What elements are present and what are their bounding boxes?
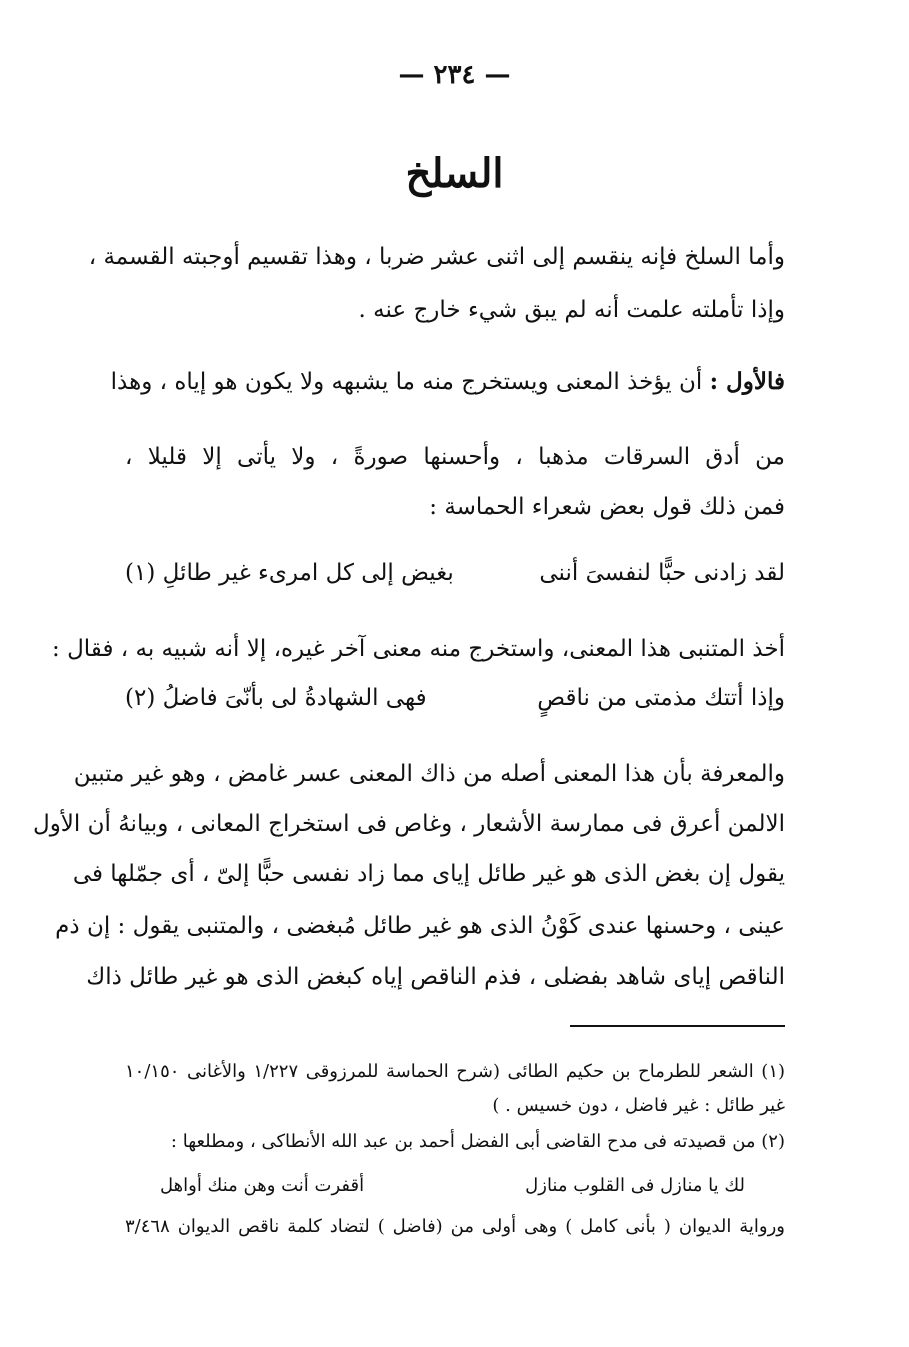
footnote-2-line-3: ورواية الديوان ( بأنى كامل ) وهى أولى من (فاضل ) لتضاد كلمة ناقص الديوان ٣/٤٦٨ (125, 1216, 785, 1237)
footnote-1-line-2: غير طائل : غير فاضل ، دون خسيس . ) (492, 1095, 785, 1116)
verse-mutanabbi (125, 685, 785, 725)
analysis-line-4: عينى ، وحسنها عندى كَوْنُ الذى هو غير طائل مُبغضى ، والمتنبى يقول : إن ذم (55, 913, 785, 939)
footnote-2-verse (160, 1175, 745, 1205)
first-type-line-1 (110, 365, 785, 399)
first-type-text: أن يؤخذ المعنى ويستخرج منه ما يشبهه ولا يكون هو إياه ، وهذا (110, 369, 703, 395)
footnote-2-verse-first-hemistich: لك يا منازل فى القلوب منازل (525, 1175, 745, 1196)
analysis-line-5: الناقص إياى شاهد بفضلى ، فذم الناقص إياه كبغض الذى هو غير طائل ذاك (86, 964, 785, 990)
first-type-line-3: فمن ذلك قول بعض شعراء الحماسة : (429, 494, 785, 520)
verse-mutanabbi-second-hemistich: فهى الشهادةُ لى بأنّىَ فاضلُ (٢) (125, 685, 427, 711)
page-number: — ٢٣٤ — (398, 60, 511, 90)
verse-mutanabbi-first-hemistich: وإذا أتتك مذمتى من ناقصٍ (537, 685, 785, 711)
intro-line-1: وأما السلخ فإنه ينقسم إلى اثنى عشر ضربا ، وهذا تقسيم أوجبته القسمة ، (88, 244, 785, 270)
section-title: السلخ (405, 150, 504, 197)
intro-line-2: وإذا تأملته علمت أنه لم يبق شيء خارج عنه . (358, 297, 785, 323)
first-type-line-2: من أدق السرقات مذهبا ، وأحسنها صورةً ، ولا يأتى إلا قليلا ، (125, 444, 785, 470)
analysis-line-2: الالمن أعرق فى ممارسة الأشعار ، وغاص فى استخراج المعانى ، وبيانهُ أن الأول (32, 811, 785, 837)
verse-hamasa-first-hemistich: لقد زادنى حبًّا لنفسىَ أننى (539, 560, 785, 586)
footnote-1-line-1: (١) الشعر للطرماح بن حكيم الطائى (شرح الحماسة للمرزوقى ١/٢٢٧ والأغانى ١٠/١٥٠ (125, 1061, 786, 1082)
mutanabbi-intro-line: أخذ المتنبى هذا المعنى، واستخرج منه معنى آخر غيره، إلا أنه شبيه به ، فقال : (52, 636, 785, 662)
analysis-line-3: يقول إن بغض الذى هو غير طائل إياى مما زاد نفسى حبًّا إلىّ ، أى جمّلها فى (72, 861, 785, 887)
verse-hamasa-second-hemistich: بغيض إلى كل امرىء غير طائلِ (١) (125, 560, 454, 586)
verse-hamasa (125, 560, 785, 600)
footnote-2-verse-second-hemistich: أقفرت أنت وهن منك أواهل (160, 1175, 365, 1196)
first-type-label: فالأول : (709, 368, 785, 395)
analysis-line-1: والمعرفة بأن هذا المعنى أصله من ذاك المعنى عسر غامض ، وهو غير متبين (73, 761, 785, 787)
footnote-separator (570, 1025, 785, 1027)
footnote-2-line-1: (٢) من قصيدته فى مدح القاضى أبى الفضل أحمد بن عبد الله الأنطاكى ، ومطلعها : (170, 1131, 785, 1152)
